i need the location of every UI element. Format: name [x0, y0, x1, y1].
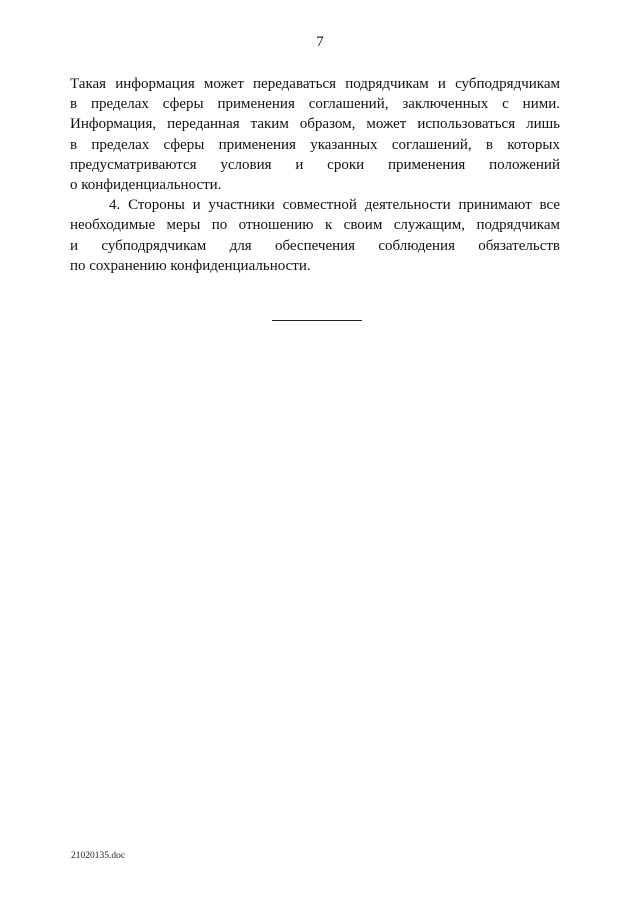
text-line: в пределах сферы применения указанных соглашений, в которых [70, 136, 560, 153]
paragraph-item-4 [70, 195, 560, 276]
text-line: 4. Стороны и участники совместной деятельности принимают все [109, 197, 560, 214]
end-of-document-rule [272, 320, 362, 321]
text-line: и субподрядчикам для обеспечения соблюдения обязательств [70, 237, 560, 254]
page-number: 7 [316, 34, 324, 50]
text-line: Такая информация может передаваться подрядчикам и субподрядчикам [70, 76, 560, 92]
text-line: Информация, переданная таким образом, может использоваться лишь [70, 116, 560, 133]
paragraph-confidential-info [70, 74, 560, 195]
text-line: в пределах сферы применения соглашений, заключенных с ними. [70, 96, 560, 113]
footer-filename: 21020135.doc [71, 851, 126, 861]
text-line: необходимые меры по отношению к своим служащим, подрядчикам [70, 217, 560, 234]
text-line: по сохранению конфиденциальности. [70, 257, 311, 274]
text-line: о конфиденциальности. [70, 177, 222, 194]
document-body [70, 74, 560, 276]
text-line: предусматриваются условия и сроки применения положений [70, 156, 560, 173]
